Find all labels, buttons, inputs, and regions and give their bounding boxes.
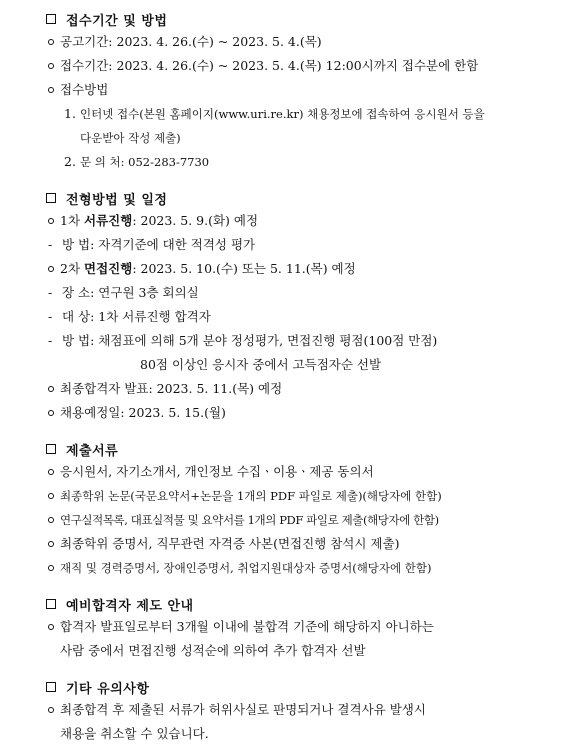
doc-item: 재직 및 경력증명서, 장애인증명서, 취업지원대상자 증명서(해당자에 한함)	[44, 556, 567, 580]
section-title: 예비합격자 제도 안내	[66, 598, 194, 614]
method-item-1: 1. 인터넷 접수(본원 홈페이지(www.uri.re.kr) 채용정보에 접속하여 응시원서 등을	[64, 106, 485, 121]
section-title: 제출서류	[66, 443, 119, 459]
application-period: 접수기간: 2023. 4. 26.(수) ~ 2023. 5. 4.(목) 12:00시까지 접수분에 한함	[44, 54, 567, 78]
doc-item: 최종학위 증명서, 직무관련 자격증 사본(면접진행 참석시 제출)	[44, 532, 567, 556]
section-selection	[44, 187, 567, 425]
section-title: 전형방법 및 일정	[66, 192, 168, 208]
round1: 1차 서류진행: 2023. 5. 9.(화) 예정	[44, 209, 567, 233]
round2: 2차 면접진행: 2023. 5. 10.(수) 또는 5. 11.(목) 예정	[44, 257, 567, 281]
reserve-text: 합격자 발표일로부터 3개월 이내에 불합격 기준에 해당하지 아니하는	[44, 615, 567, 639]
section-title: 접수기간 및 방법	[66, 13, 168, 29]
circle-bullet-icon	[48, 469, 54, 475]
checkbox-square-icon	[46, 193, 56, 203]
final-announcement: 최종합격자 발표: 2023. 5. 11.(목) 예정	[44, 377, 567, 401]
section-header	[46, 8, 567, 30]
round2-target: - 대 상: 1차 서류진행 합격자	[48, 309, 211, 324]
checkbox-square-icon	[46, 682, 56, 692]
section-header	[46, 593, 567, 615]
circle-bullet-icon	[48, 410, 54, 416]
circle-bullet-icon	[48, 87, 54, 93]
notes-text: 최종합격 후 제출된 서류가 허위사실로 판명되거나 결격사유 발생시	[44, 698, 567, 722]
circle-bullet-icon	[48, 63, 54, 69]
circle-bullet-icon	[48, 493, 54, 499]
circle-bullet-icon	[48, 517, 54, 523]
notice-period: 공고기간: 2023. 4. 26.(수) ~ 2023. 5. 4.(목)	[44, 30, 567, 54]
round2-place: - 장 소: 연구원 3층 회의실	[48, 285, 199, 300]
circle-bullet-icon	[48, 707, 54, 713]
circle-bullet-icon	[48, 541, 54, 547]
section-reserve	[44, 593, 567, 663]
round2-method: - 방 법: 채점표에 의해 5개 분야 정성평가, 면접진행 평점(100점 만점)	[48, 333, 438, 348]
method-item-1-cont: 다운받아 작성 제출)	[80, 131, 181, 145]
section-header	[46, 187, 567, 209]
checkbox-square-icon	[46, 599, 56, 609]
checkbox-square-icon	[46, 444, 56, 454]
circle-bullet-icon	[48, 266, 54, 272]
doc-item: 응시원서, 자기소개서, 개인정보 수집ㆍ이용ㆍ제공 동의서	[44, 460, 567, 484]
reserve-text-cont: 사람 중에서 면접진행 성적순에 의하여 추가 합격자 선발	[60, 643, 366, 658]
section-notes	[44, 676, 567, 746]
application-method: 접수방법	[44, 78, 567, 102]
circle-bullet-icon	[48, 624, 54, 630]
hire-date: 채용예정일: 2023. 5. 15.(월)	[44, 401, 567, 425]
notes-text-cont: 채용을 취소할 수 있습니다.	[60, 726, 209, 741]
method-item-2: 2. 문 의 처: 052-283-7730	[64, 154, 210, 169]
checkbox-square-icon	[46, 14, 56, 24]
doc-item: 최종학위 논문(국문요약서+논문을 1개의 PDF 파일로 제출)(해당자에 한함)	[44, 484, 567, 508]
circle-bullet-icon	[48, 39, 54, 45]
doc-item: 연구실적목록, 대표실적물 및 요약서를 1개의 PDF 파일로 제출(해당자에 한함)	[44, 508, 567, 532]
circle-bullet-icon	[48, 386, 54, 392]
round1-method: - 방 법: 자격기준에 대한 적격성 평가	[48, 237, 256, 252]
round2-method-cont: 80점 이상인 응시자 중에서 고득점자순 선발	[140, 357, 382, 372]
circle-bullet-icon	[48, 565, 54, 571]
section-header	[46, 676, 567, 698]
section-header	[46, 438, 567, 460]
section-application	[44, 8, 567, 174]
circle-bullet-icon	[48, 218, 54, 224]
section-title: 기타 유의사항	[66, 681, 150, 697]
section-documents	[44, 438, 567, 580]
